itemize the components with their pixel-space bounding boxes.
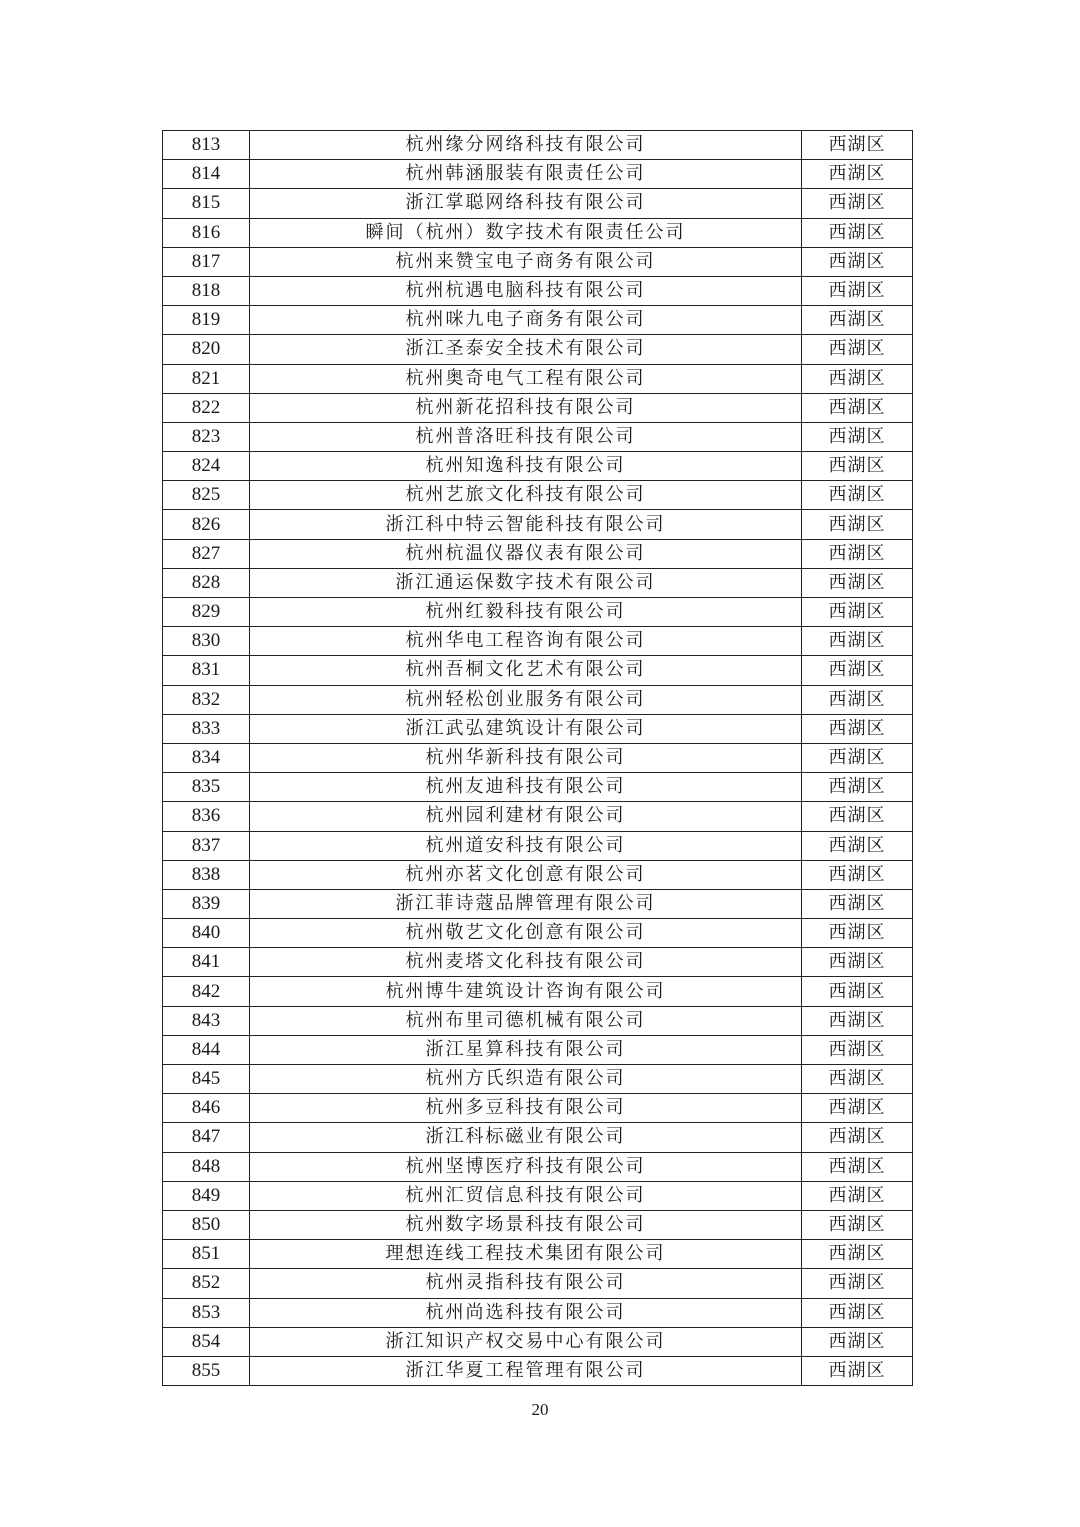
table-row [163, 218, 913, 247]
table-row [163, 306, 913, 335]
company-name-cell: 杭州新花招科技有限公司 [250, 393, 802, 422]
company-name-cell: 杭州博牛建筑设计咨询有限公司 [250, 977, 802, 1006]
district-cell: 西湖区 [802, 276, 913, 305]
table-row [163, 247, 913, 276]
row-number-cell: 833 [163, 714, 250, 743]
table-row [163, 889, 913, 918]
company-name-cell: 浙江华夏工程管理有限公司 [250, 1356, 802, 1385]
district-cell: 西湖区 [802, 218, 913, 247]
row-number-cell: 825 [163, 481, 250, 510]
company-name-cell: 杭州轻松创业服务有限公司 [250, 685, 802, 714]
company-name-cell: 杭州灵指科技有限公司 [250, 1269, 802, 1298]
district-cell: 西湖区 [802, 627, 913, 656]
company-name-cell: 杭州杭遇电脑科技有限公司 [250, 276, 802, 305]
district-cell: 西湖区 [802, 422, 913, 451]
district-cell: 西湖区 [802, 1210, 913, 1239]
row-number-cell: 850 [163, 1210, 250, 1239]
district-cell: 西湖区 [802, 364, 913, 393]
company-name-cell: 杭州方氏织造有限公司 [250, 1065, 802, 1094]
company-name-cell: 理想连线工程技术集团有限公司 [250, 1240, 802, 1269]
company-name-cell: 杭州知逸科技有限公司 [250, 452, 802, 481]
table-row [163, 335, 913, 364]
row-number-cell: 824 [163, 452, 250, 481]
district-cell: 西湖区 [802, 510, 913, 539]
district-cell: 西湖区 [802, 481, 913, 510]
district-cell: 西湖区 [802, 452, 913, 481]
row-number-cell: 820 [163, 335, 250, 364]
table-row [163, 189, 913, 218]
district-cell: 西湖区 [802, 1123, 913, 1152]
district-cell: 西湖区 [802, 1006, 913, 1035]
company-name-cell: 浙江知识产权交易中心有限公司 [250, 1327, 802, 1356]
row-number-cell: 831 [163, 656, 250, 685]
company-list-table [162, 130, 913, 1386]
district-cell: 西湖区 [802, 568, 913, 597]
district-cell: 西湖区 [802, 1094, 913, 1123]
district-cell: 西湖区 [802, 743, 913, 772]
district-cell: 西湖区 [802, 189, 913, 218]
district-cell: 西湖区 [802, 160, 913, 189]
table-row [163, 773, 913, 802]
company-name-cell: 杭州华电工程咨询有限公司 [250, 627, 802, 656]
company-name-cell: 杭州韩涵服装有限责任公司 [250, 160, 802, 189]
table-row [163, 160, 913, 189]
row-number-cell: 838 [163, 860, 250, 889]
table-row [163, 568, 913, 597]
company-name-cell: 浙江掌聪网络科技有限公司 [250, 189, 802, 218]
row-number-cell: 839 [163, 889, 250, 918]
company-name-cell: 杭州杭温仪器仪表有限公司 [250, 539, 802, 568]
district-cell: 西湖区 [802, 1152, 913, 1181]
row-number-cell: 828 [163, 568, 250, 597]
district-cell: 西湖区 [802, 802, 913, 831]
district-cell: 西湖区 [802, 948, 913, 977]
table-row [163, 364, 913, 393]
table-row [163, 1356, 913, 1385]
row-number-cell: 834 [163, 743, 250, 772]
row-number-cell: 829 [163, 598, 250, 627]
district-cell: 西湖区 [802, 714, 913, 743]
table-row [163, 452, 913, 481]
company-name-cell: 杭州友迪科技有限公司 [250, 773, 802, 802]
row-number-cell: 846 [163, 1094, 250, 1123]
table-row [163, 510, 913, 539]
company-name-cell: 杭州园利建材有限公司 [250, 802, 802, 831]
row-number-cell: 852 [163, 1269, 250, 1298]
district-cell: 西湖区 [802, 539, 913, 568]
table-row [163, 919, 913, 948]
table-row [163, 627, 913, 656]
row-number-cell: 845 [163, 1065, 250, 1094]
company-name-cell: 浙江菲诗蔻品牌管理有限公司 [250, 889, 802, 918]
company-list-body [163, 131, 913, 1386]
company-name-cell: 浙江通运保数字技术有限公司 [250, 568, 802, 597]
table-row [163, 743, 913, 772]
district-cell: 西湖区 [802, 1269, 913, 1298]
table-row [163, 393, 913, 422]
district-cell: 西湖区 [802, 1356, 913, 1385]
table-row [163, 481, 913, 510]
table-row [163, 1152, 913, 1181]
company-name-cell: 杭州布里司德机械有限公司 [250, 1006, 802, 1035]
district-cell: 西湖区 [802, 889, 913, 918]
row-number-cell: 817 [163, 247, 250, 276]
row-number-cell: 814 [163, 160, 250, 189]
company-name-cell: 杭州多豆科技有限公司 [250, 1094, 802, 1123]
page-number: 20 [531, 1400, 549, 1419]
row-number-cell: 849 [163, 1181, 250, 1210]
table-row [163, 131, 913, 160]
district-cell: 西湖区 [802, 685, 913, 714]
company-name-cell: 杭州吾桐文化艺术有限公司 [250, 656, 802, 685]
table-row [163, 276, 913, 305]
district-cell: 西湖区 [802, 598, 913, 627]
company-name-cell: 杭州汇贸信息科技有限公司 [250, 1181, 802, 1210]
company-name-cell: 杭州普洛旺科技有限公司 [250, 422, 802, 451]
company-name-cell: 浙江科中特云智能科技有限公司 [250, 510, 802, 539]
table-row [163, 1181, 913, 1210]
table-row [163, 1210, 913, 1239]
company-name-cell: 瞬间（杭州）数字技术有限责任公司 [250, 218, 802, 247]
district-cell: 西湖区 [802, 1065, 913, 1094]
table-row [163, 422, 913, 451]
row-number-cell: 813 [163, 131, 250, 160]
row-number-cell: 835 [163, 773, 250, 802]
row-number-cell: 851 [163, 1240, 250, 1269]
district-cell: 西湖区 [802, 393, 913, 422]
row-number-cell: 837 [163, 831, 250, 860]
table-row [163, 539, 913, 568]
row-number-cell: 853 [163, 1298, 250, 1327]
row-number-cell: 844 [163, 1035, 250, 1064]
company-name-cell: 杭州艺旅文化科技有限公司 [250, 481, 802, 510]
district-cell: 西湖区 [802, 919, 913, 948]
district-cell: 西湖区 [802, 831, 913, 860]
table-row [163, 598, 913, 627]
row-number-cell: 848 [163, 1152, 250, 1181]
district-cell: 西湖区 [802, 247, 913, 276]
table-row [163, 1327, 913, 1356]
table-row [163, 1094, 913, 1123]
table-row [163, 831, 913, 860]
row-number-cell: 823 [163, 422, 250, 451]
row-number-cell: 840 [163, 919, 250, 948]
table-row [163, 1298, 913, 1327]
district-cell: 西湖区 [802, 335, 913, 364]
row-number-cell: 822 [163, 393, 250, 422]
company-name-cell: 杭州来赞宝电子商务有限公司 [250, 247, 802, 276]
table-row [163, 1123, 913, 1152]
company-name-cell: 杭州奥奇电气工程有限公司 [250, 364, 802, 393]
company-name-cell: 杭州道安科技有限公司 [250, 831, 802, 860]
district-cell: 西湖区 [802, 860, 913, 889]
district-cell: 西湖区 [802, 656, 913, 685]
row-number-cell: 841 [163, 948, 250, 977]
company-name-cell: 杭州尚选科技有限公司 [250, 1298, 802, 1327]
row-number-cell: 818 [163, 276, 250, 305]
company-name-cell: 杭州咪九电子商务有限公司 [250, 306, 802, 335]
row-number-cell: 843 [163, 1006, 250, 1035]
table-row [163, 948, 913, 977]
table-row [163, 1240, 913, 1269]
table-row [163, 860, 913, 889]
row-number-cell: 826 [163, 510, 250, 539]
company-name-cell: 浙江武弘建筑设计有限公司 [250, 714, 802, 743]
district-cell: 西湖区 [802, 1240, 913, 1269]
row-number-cell: 819 [163, 306, 250, 335]
row-number-cell: 836 [163, 802, 250, 831]
company-name-cell: 杭州数字场景科技有限公司 [250, 1210, 802, 1239]
table-row [163, 656, 913, 685]
table-row [163, 714, 913, 743]
row-number-cell: 854 [163, 1327, 250, 1356]
company-name-cell: 浙江星算科技有限公司 [250, 1035, 802, 1064]
table-row [163, 1065, 913, 1094]
row-number-cell: 821 [163, 364, 250, 393]
table-row [163, 977, 913, 1006]
company-name-cell: 杭州红毅科技有限公司 [250, 598, 802, 627]
district-cell: 西湖区 [802, 977, 913, 1006]
company-name-cell: 杭州敬艺文化创意有限公司 [250, 919, 802, 948]
row-number-cell: 855 [163, 1356, 250, 1385]
district-cell: 西湖区 [802, 131, 913, 160]
district-cell: 西湖区 [802, 306, 913, 335]
row-number-cell: 816 [163, 218, 250, 247]
district-cell: 西湖区 [802, 1035, 913, 1064]
company-name-cell: 杭州麦塔文化科技有限公司 [250, 948, 802, 977]
table-row [163, 802, 913, 831]
row-number-cell: 842 [163, 977, 250, 1006]
district-cell: 西湖区 [802, 1181, 913, 1210]
company-name-cell: 浙江科标磁业有限公司 [250, 1123, 802, 1152]
row-number-cell: 832 [163, 685, 250, 714]
table-row [163, 1006, 913, 1035]
table-row [163, 685, 913, 714]
company-name-cell: 杭州缘分网络科技有限公司 [250, 131, 802, 160]
row-number-cell: 847 [163, 1123, 250, 1152]
table-row [163, 1269, 913, 1298]
company-name-cell: 浙江圣泰安全技术有限公司 [250, 335, 802, 364]
row-number-cell: 830 [163, 627, 250, 656]
district-cell: 西湖区 [802, 773, 913, 802]
district-cell: 西湖区 [802, 1327, 913, 1356]
company-name-cell: 杭州坚博医疗科技有限公司 [250, 1152, 802, 1181]
table-row [163, 1035, 913, 1064]
company-name-cell: 杭州华新科技有限公司 [250, 743, 802, 772]
row-number-cell: 827 [163, 539, 250, 568]
row-number-cell: 815 [163, 189, 250, 218]
company-name-cell: 杭州亦茗文化创意有限公司 [250, 860, 802, 889]
district-cell: 西湖区 [802, 1298, 913, 1327]
